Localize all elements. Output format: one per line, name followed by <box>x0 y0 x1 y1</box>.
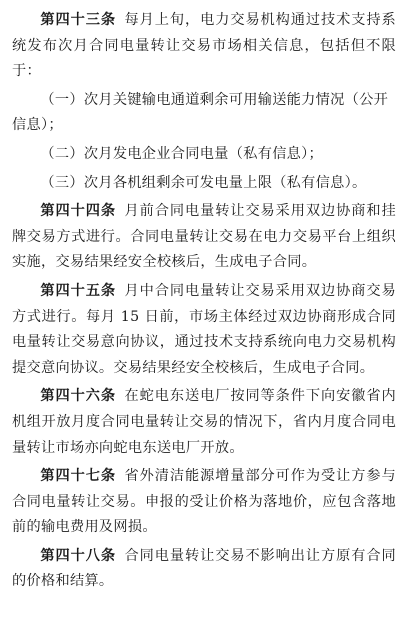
article-43-item-2: （二）次月发电企业合同电量（私有信息）； <box>40 145 324 162</box>
document-page <box>12 8 396 598</box>
article-46 <box>12 384 396 461</box>
article-48 <box>12 544 396 595</box>
article-43-item-1: （一）次月关键输电通道剩余可用输送能力情况（公开信息）； <box>12 91 389 134</box>
article-number: 第四十六条 <box>40 388 116 405</box>
article-text: 每月上旬，电力交易机构通过技术支持系统发布次月合同电量转让交易市场相关信息，包括但不限于： <box>12 12 396 80</box>
article-text: 月中合同电量转让交易采用双边协商交易方式进行。每月 15 日前，市场主体经过双边协商形成合同电量转让交易意向协议，通过技术支持系统向电力交易机构提交意向协议。交易结果经安全校核后，生成电子合同。 <box>12 282 396 376</box>
article-text: 在蛇电东送电厂按同等条件下向安徽省内机组开放月度合同电量转让交易的情况下，省内月度合同电量转让市场亦向蛇电东送电厂开放。 <box>12 388 396 456</box>
article-number: 第四十七条 <box>40 468 116 485</box>
article-text: 月前合同电量转让交易采用双边协商和挂牌交易方式进行。合同电量转让交易在电力交易平台上组织实施，交易结果经安全校核后，生成电子合同。 <box>12 203 396 271</box>
article-43-item-3: （三）次月各机组剩余可发电量上限（私有信息）。 <box>40 174 367 191</box>
article-number: 第四十四条 <box>40 203 116 220</box>
article-44 <box>12 199 396 276</box>
article-text: 合同电量转让交易不影响出让方原有合同的价格和结算。 <box>12 547 396 590</box>
article-number: 第四十三条 <box>40 12 116 28</box>
article-47 <box>12 464 396 541</box>
article-text: 省外清洁能源增量部分可作为受让方参与合同电量转让交易。申报的受让价格为落地价，应包含落地前的输电费用及网损。 <box>12 468 396 536</box>
article-43 <box>12 8 396 85</box>
article-number: 第四十五条 <box>40 282 116 299</box>
article-45 <box>12 279 396 381</box>
article-number: 第四十八条 <box>40 547 116 564</box>
